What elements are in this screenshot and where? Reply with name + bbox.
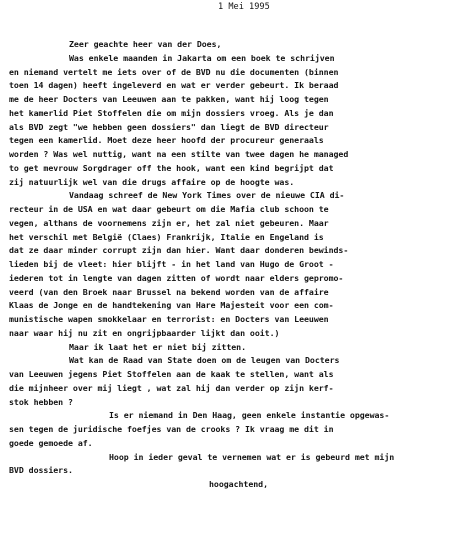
p4-line: Wat kan de Raad van State doen om de leugen van Docters	[69, 355, 340, 366]
p2-line: dat ze daar minder corrupt zijn dan hier. Want daar donderen bewinds-	[9, 245, 349, 256]
p1-line: me de heer Docters van Leeuwen aan te pakken, want hij loog tegen	[9, 94, 329, 104]
p2-line: Klaas de Jonge en de handtekening van Hare Majesteit voor een com-	[9, 300, 334, 311]
p2-line: munistische wapen smokkelaar en terrorist: en Docters van Leeuwen	[9, 314, 329, 324]
p1-line: het kamerlid Piet Stoffelen die om mijn dossiers vroeg. Als je dan	[9, 107, 334, 118]
p2-line: recteur in de USA en wat daar gebeurt om die Mafia club schoon te	[9, 204, 329, 214]
p1-line: to get mevrouw Sorgdrager off the hook, want een kind begrijpt dat	[9, 162, 334, 173]
p4-line: stok hebben ?	[9, 396, 73, 407]
p5-line: sen tegen de juridische foefjes van de crooks ? Ik vraag me dit in	[9, 424, 334, 434]
p1-line: worden ? Was wel nuttig, want na een stilte van twee dagen he managed	[9, 149, 349, 159]
p1-line: en niemand vertelt me iets over of de BVD nu die documenten (binnen	[9, 66, 339, 77]
p4-line: die mijnheer over mij liegt , wat zal hij dan verder op zijn kerf-	[9, 382, 334, 393]
p1-line: Was enkele maanden in Jakarta om een boek te schrijven	[69, 52, 335, 63]
p1-line: zij natuurlijk wel van die drugs affaire op de hoogte was.	[9, 176, 295, 187]
p2-line: vegen, althans de voornemens zijn er, het zal niet gebeuren. Maar	[9, 217, 329, 228]
salutation: Zeer geachte heer van der Does,	[69, 39, 222, 49]
closing: hoogachtend,	[209, 479, 269, 489]
p5-line: Is er niemand in Den Haag, geen enkele instantie opgewas-	[109, 410, 390, 421]
p2-line: Vandaag schreef de New York Times over de nieuwe CIA di-	[69, 190, 345, 201]
p6-line: Hoop in ieder geval te vernemen wat er is gebeurd met mijn	[109, 451, 395, 462]
letter-body	[9, 38, 445, 492]
p5-line: goede gemoede af.	[9, 437, 93, 448]
p2-line: iederen tot in lengte van dagen zitten of wordt naar elders gepromo-	[9, 272, 344, 283]
p3-line: Maar ik laat het er niet bij zitten.	[69, 341, 247, 352]
p2-line: lieden bij de vleet: hier blijft - in het land van Hugo de Groot -	[9, 259, 334, 269]
p2-line: naar waar hij nu zit en ongrijpbaarder lijkt dan ooit.)	[9, 327, 280, 338]
letter-date: 1 Mei 1995	[218, 2, 270, 12]
p2-line: veerd (van den Broek naar Brussel na bekend worden van de affaire	[9, 286, 329, 297]
p1-line: toen 14 dagen) heeft ingeleverd en wat er verder gebeurt. Ik beraad	[9, 80, 339, 91]
p2-line: het verschil met België (Claes) Frankrijk, Italie en Engeland is	[9, 231, 324, 242]
p4-line: van Leeuwen jegens Piet Stoffelen aan de kaak te stellen, want als	[9, 369, 334, 379]
p1-line: als BVD zegt "we hebben geen dossiers" dan liegt de BVD directeur	[9, 121, 329, 132]
p1-line: tegen een kamerlid. Moet deze heer hoofd der procureur generaals	[9, 135, 324, 146]
p6-line: BVD dossiers.	[9, 465, 73, 476]
